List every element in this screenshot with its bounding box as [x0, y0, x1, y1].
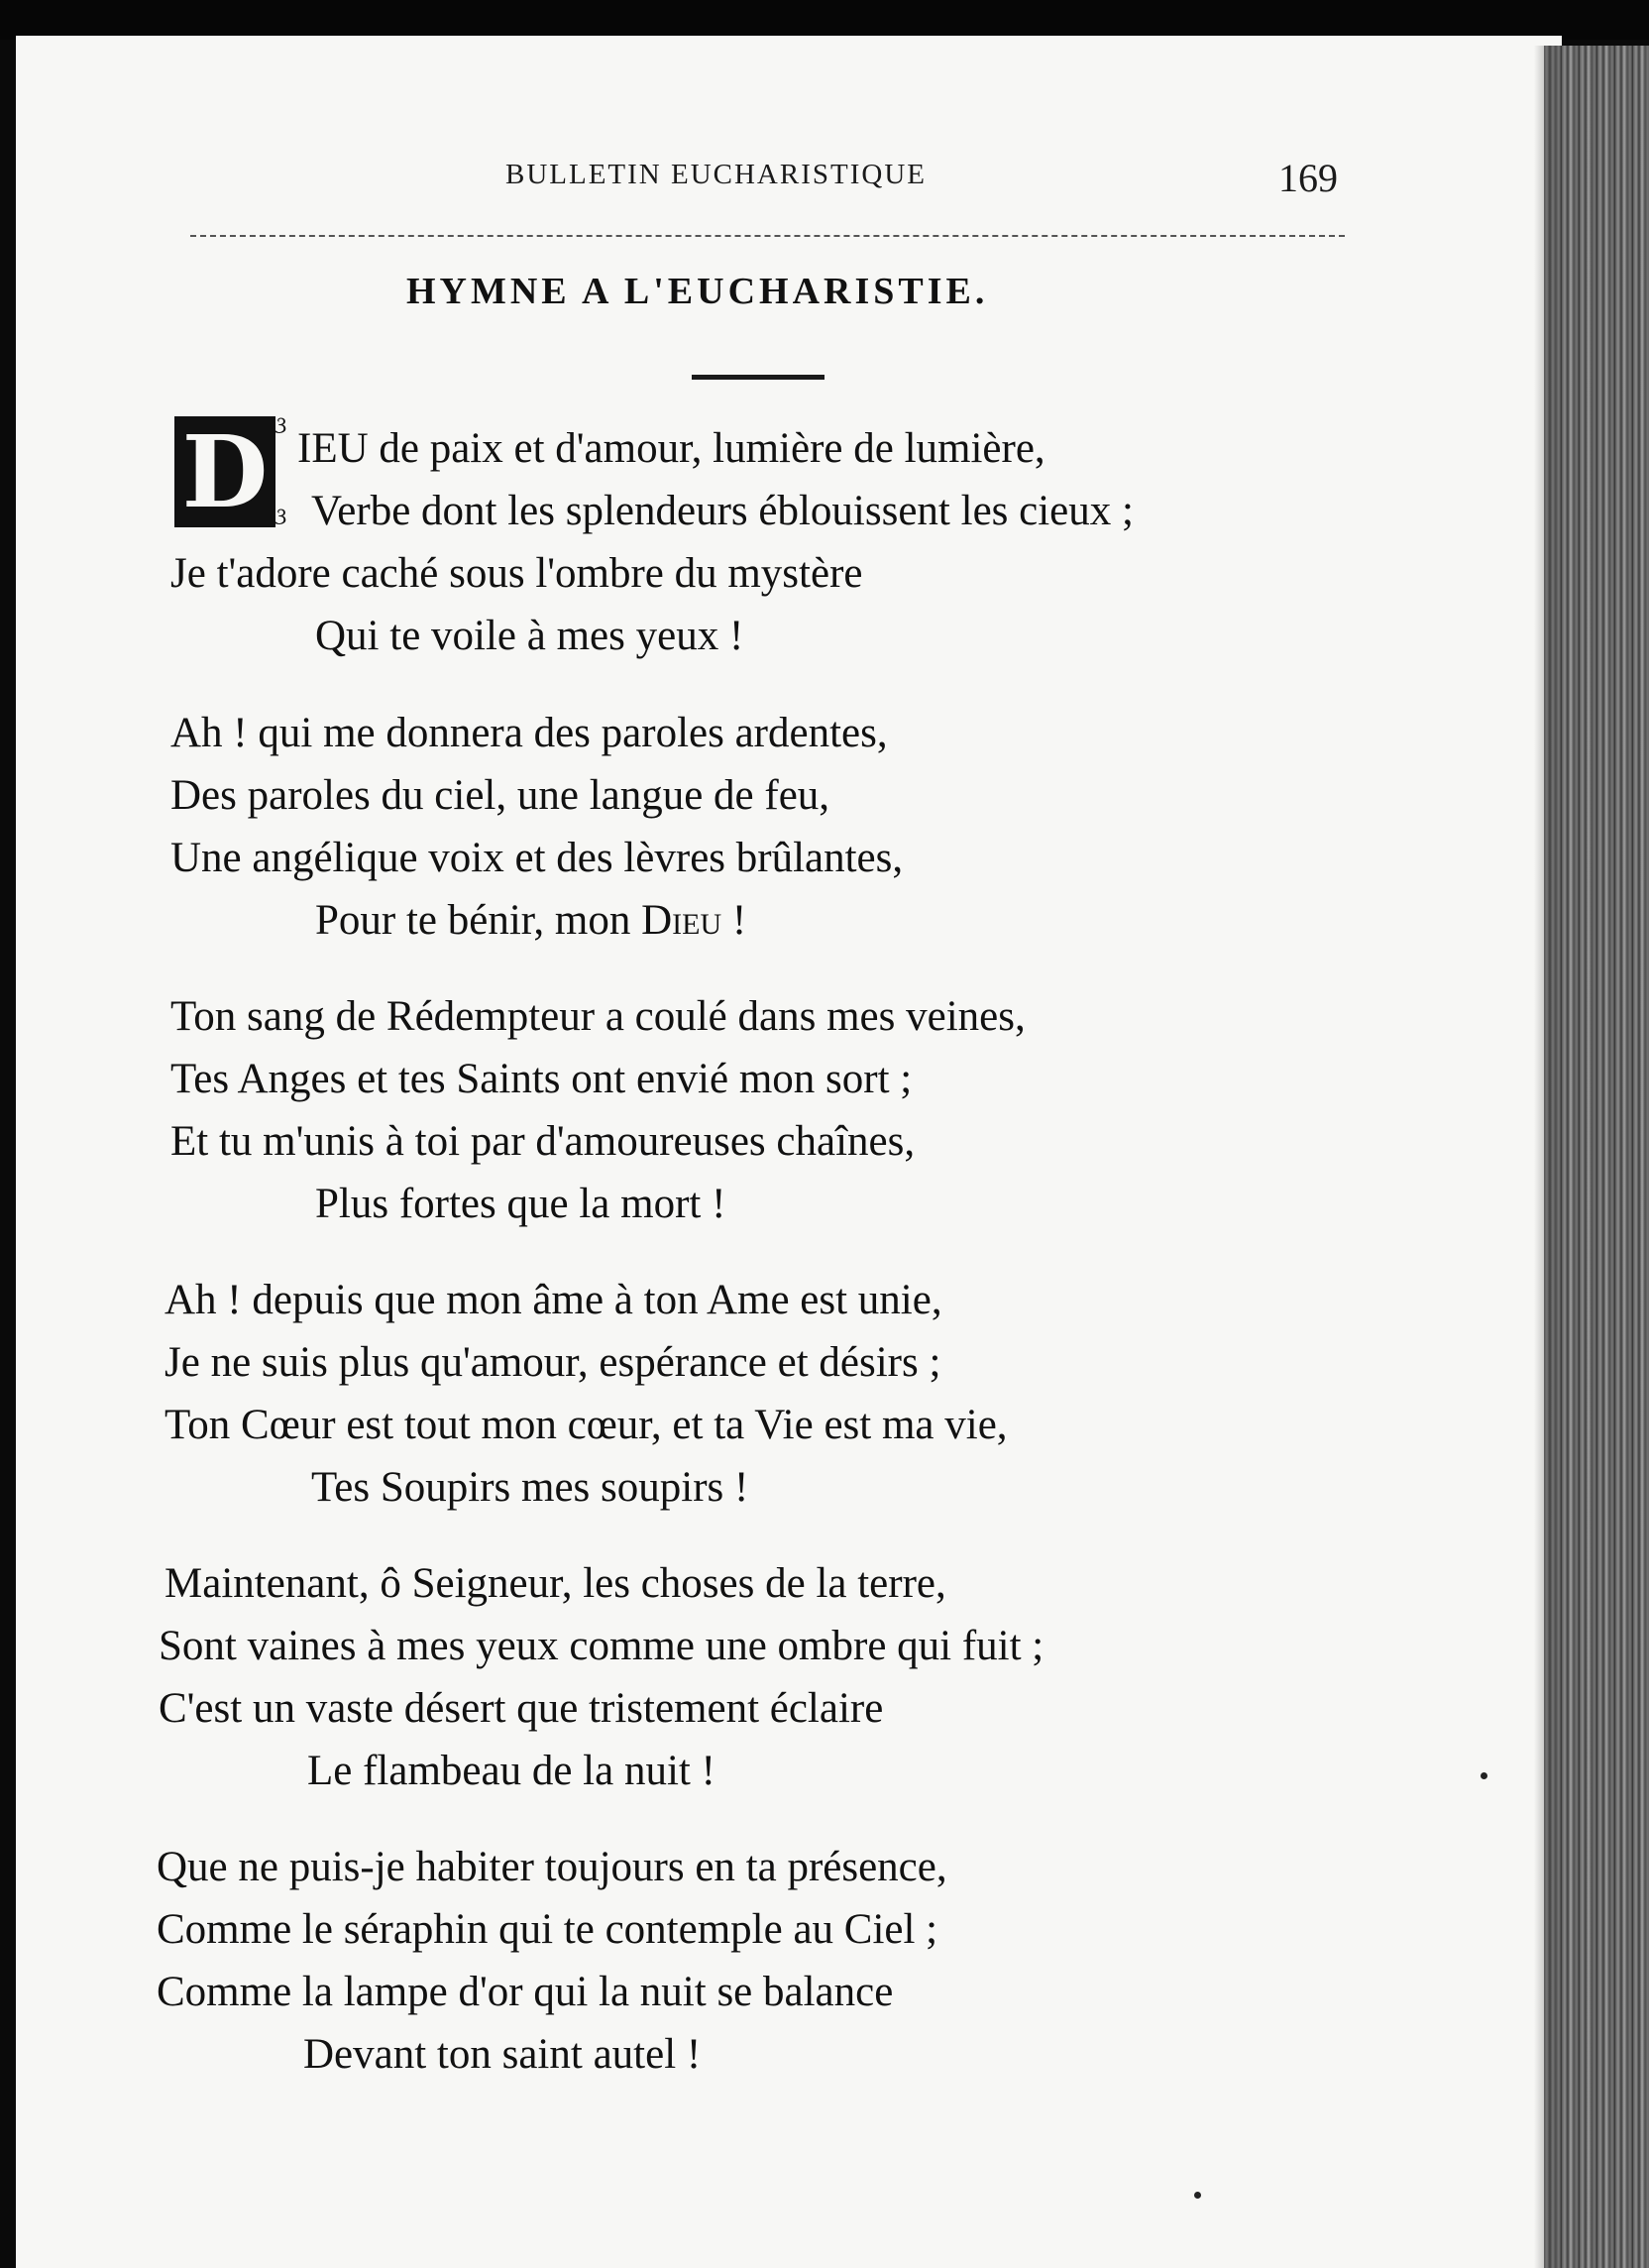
verse-line: Devant ton saint autel !: [303, 2031, 702, 2078]
verse-line: Sont vaines à mes yeux comme une ombre qui fuit ;: [159, 1623, 1044, 1669]
drop-cap: D: [174, 416, 275, 527]
verse-line: [315, 899, 746, 942]
page-stack-edge: [1544, 46, 1649, 2268]
verse-line: C'est un vaste désert que tristement éclaire: [159, 1685, 884, 1732]
poem-title: HYMNE A L'EUCHARISTIE.: [406, 271, 989, 312]
verse-line: Tes Soupirs mes soupirs !: [311, 1464, 749, 1511]
verse-line: Et tu m'unis à toi par d'amoureuses chaînes,: [170, 1118, 916, 1165]
verse-line: Ah ! qui me donnera des paroles ardentes,: [170, 710, 888, 756]
paper-speck: [1194, 2192, 1201, 2199]
verse-line: Une angélique voix et des lèvres brûlantes,: [170, 835, 904, 881]
page-number: 169: [1278, 156, 1338, 200]
verse-line: Ton sang de Rédempteur a coulé dans mes veines,: [170, 993, 1026, 1040]
divine-name: Dieu: [641, 897, 722, 944]
verse-line: Ton Cœur est tout mon cœur, et ta Vie est ma vie,: [165, 1402, 1008, 1448]
verse-line: IEU de paix et d'amour, lumière de lumière,: [297, 425, 1045, 472]
verse-line: Le flambeau de la nuit !: [307, 1748, 715, 1794]
verse-line: Comme le séraphin qui te contemple au Ciel ;: [157, 1906, 938, 1953]
verse-line: Ah ! depuis que mon âme à ton Ame est unie,: [165, 1277, 942, 1323]
scroll-ornament-icon: ଓ: [270, 413, 287, 439]
scroll-ornament-icon: ଓ: [270, 505, 287, 530]
paper-speck: [1481, 1772, 1487, 1779]
verse-punctuation: !: [731, 897, 747, 944]
verse-line: Maintenant, ô Seigneur, les choses de la terre,: [165, 1560, 946, 1607]
verse-line: Que ne puis-je habiter toujours en ta présence,: [157, 1844, 947, 1890]
verse-line: Qui te voile à mes yeux !: [315, 613, 744, 659]
page-gutter-shadow: [1534, 46, 1556, 2268]
verse-line: Plus fortes que la mort !: [315, 1181, 726, 1227]
verse-line: Verbe dont les splendeurs éblouissent les cieux ;: [311, 488, 1134, 534]
verse-line: Comme la lampe d'or qui la nuit se balance: [157, 1969, 894, 2015]
scan-top-border: [0, 0, 1649, 40]
verse-line: Des paroles du ciel, une langue de feu,: [170, 772, 830, 819]
header-rule: [190, 235, 1345, 237]
verse-line: Je t'adore caché sous l'ombre du mystère: [170, 550, 863, 597]
title-rule: [692, 375, 824, 380]
verse-line: Je ne suis plus qu'amour, espérance et désirs ;: [165, 1339, 941, 1386]
verse-text: Pour te bénir, mon: [315, 897, 631, 944]
running-title: BULLETIN EUCHARISTIQUE: [505, 159, 927, 190]
verse-line: Tes Anges et tes Saints ont envié mon sort ;: [170, 1056, 913, 1102]
drop-cap-ornament: [266, 414, 291, 529]
